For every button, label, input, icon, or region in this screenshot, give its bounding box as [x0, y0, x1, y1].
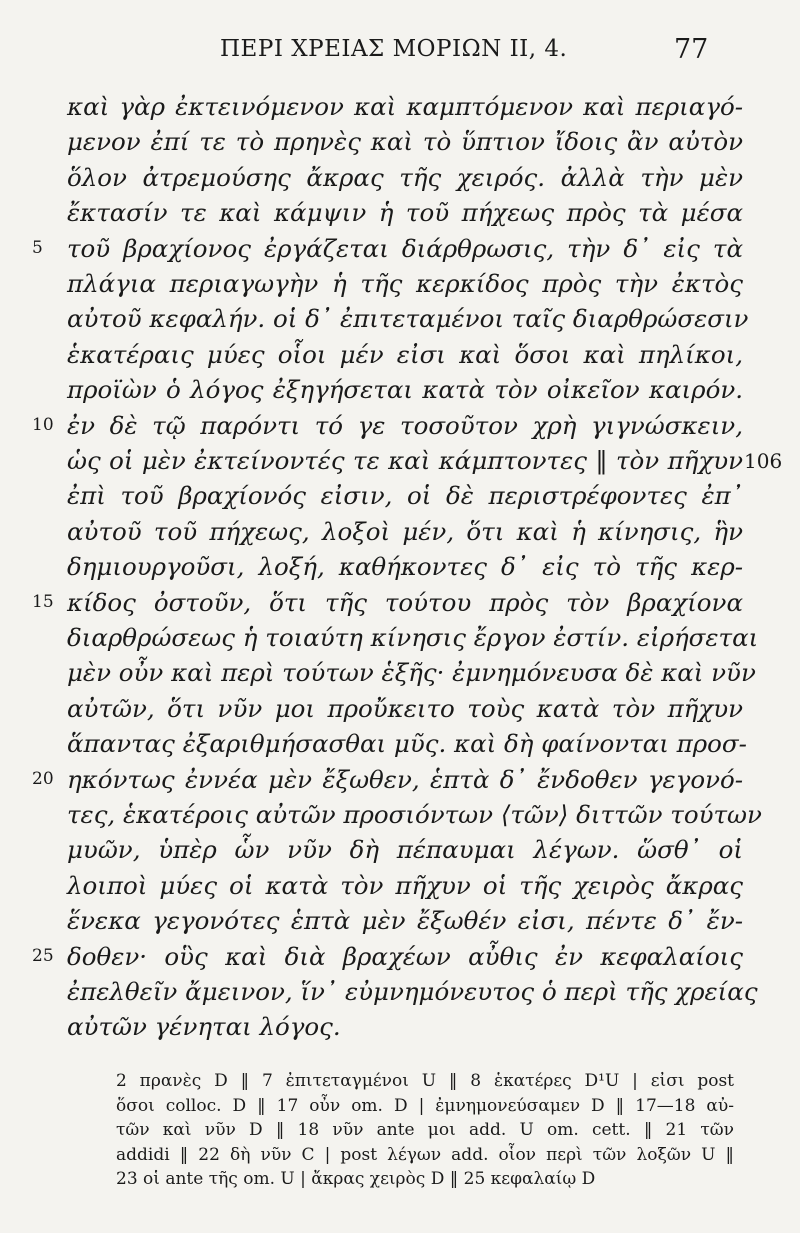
line-text: καὶ γὰρ ἐκτεινόμενον καὶ καμπτόμενον καὶ περιαγό- — [67, 92, 743, 121]
line-number: 10 — [32, 414, 54, 435]
line-text: τες, ἑκατέροις αὐτῶν προσιόντων ⟨τῶν⟩ διττῶν τούτων — [67, 800, 762, 829]
apparatus-line: τῶν καὶ νῦν D ‖ 18 νῦν ante μοι add. U om. cett. ‖ 21 τῶν — [116, 1120, 734, 1140]
running-title: ΠΕΡΙ ΧΡΕΙΑΣ ΜΟΡΙΩΝ II, 4. — [220, 36, 568, 62]
line-text: ἐν δὲ τῷ παρόντι τό γε τοσοῦτον χρὴ γιγνώσκειν, — [67, 410, 743, 440]
text-line — [0, 302, 800, 338]
line-text: ἅπαντας ἐξαριθμήσασθαι μῦς. καὶ δὴ φαίνονται προσ- — [67, 729, 747, 759]
line-text: ἔκτασίν τε καὶ κάμψιν ἡ τοῦ πήχεως πρὸς τὰ μέσα — [67, 198, 743, 228]
apparatus-line: ὅσοι colloc. D ‖ 17 οὖν om. D | ἐμνημονεύσαμεν D ‖ 17—18 αὐ- — [116, 1095, 734, 1116]
line-number: 25 — [32, 945, 54, 966]
text-line — [0, 621, 800, 657]
line-text: τοῦ βραχίονος ἐργάζεται διάρθρωσις, τὴν δ᾽ εἰς τὰ — [67, 233, 743, 263]
text-line — [0, 904, 800, 940]
line-text: διαρθρώσεως ἡ τοιαύτη κίνησις ἔργον ἐστίν. εἰρήσεται — [67, 623, 759, 652]
apparatus-line: addidi ‖ 22 δὴ νῦν C | post λέγων add. οἷον περὶ τῶν λοξῶν U ‖ — [116, 1144, 734, 1165]
text-line — [0, 833, 800, 869]
text-line — [0, 125, 800, 161]
text-line — [0, 232, 800, 268]
line-number: 5 — [32, 237, 43, 258]
text-line — [0, 267, 800, 303]
line-text: δοθεν· οὓς καὶ διὰ βραχέων αὖθις ἐν κεφαλαίοις — [67, 941, 743, 971]
text-line — [0, 1010, 800, 1046]
line-text: αὐτοῦ τοῦ πήχεως, λοξοὶ μέν, ὅτι καὶ ἡ κίνησις, ἣν — [67, 516, 743, 546]
text-line — [0, 409, 800, 445]
page-number: 77 — [674, 34, 709, 65]
line-text: ἐπελθεῖν ἄμεινον, ἵν᾽ εὐμνημόνευτος ὁ περὶ τῆς χρείας — [67, 977, 758, 1006]
line-text: αὐτῶν γένηται λόγος. — [67, 1012, 341, 1042]
text-line — [0, 196, 800, 232]
text-line — [0, 656, 800, 692]
text-line — [0, 763, 800, 799]
text-line — [0, 727, 800, 763]
line-text: μυῶν, ὑπὲρ ὧν νῦν δὴ πέπαυμαι λέγων. ὥσθ᾽ οἱ — [67, 835, 743, 865]
text-line — [0, 90, 800, 126]
margin-reference-number: 106 — [744, 449, 783, 473]
text-line — [0, 161, 800, 197]
text-line — [0, 373, 800, 409]
line-text: ἕνεκα γεγονότες ἑπτὰ μὲν ἔξωθέν εἰσι, πέντε δ᾽ ἔν- — [67, 906, 743, 936]
line-text: ὅλον ἀτρεμούσης ἄκρας τῆς χειρός. ἀλλὰ τὴν μὲν — [67, 162, 743, 192]
line-text: αὐτοῦ κεφαλήν. οἱ δ᾽ ἐπιτεταμένοι ταῖς διαρθρώσεσιν — [67, 304, 749, 334]
line-text: ἑκατέραις μύες οἷοι μέν εἰσι καὶ ὅσοι καὶ πηλίκοι, — [67, 339, 743, 369]
line-text: ἐπὶ τοῦ βραχίονός εἰσιν, οἱ δὲ περιστρέφοντες ἐπ᾽ — [67, 481, 743, 511]
text-line — [0, 940, 800, 976]
apparatus-line: 2 πρανὲς D ‖ 7 ἐπιτεταγμένοι U ‖ 8 ἑκατέρες D¹U | εἰσι post — [116, 1071, 734, 1091]
line-text: πλάγια περιαγωγὴν ἡ τῆς κερκίδος πρὸς τὴν ἐκτὸς — [67, 269, 743, 298]
line-number: 20 — [32, 768, 54, 789]
text-line — [0, 515, 800, 551]
line-number: 15 — [32, 591, 54, 612]
page-header — [0, 36, 800, 76]
line-text: ηκόντως ἐννέα μὲν ἔξωθεν, ἑπτὰ δ᾽ ἔνδοθεν γεγονό- — [67, 764, 743, 794]
line-text: ὡς οἱ μὲν ἐκτείνοντές τε καὶ κάμπτοντες ‖ τὸν πῆχυν — [67, 446, 743, 475]
line-text: δημιουργοῦσι, λοξή, καθήκοντες δ᾽ εἰς τὸ τῆς κερ- — [67, 552, 743, 582]
text-line — [0, 338, 800, 374]
line-text: μὲν οὖν καὶ περὶ τούτων ἑξῆς· ἐμνημόνευσα δὲ καὶ νῦν — [67, 658, 756, 688]
text-line — [0, 975, 800, 1011]
line-text: λοιποὶ μύες οἱ κατὰ τὸν πῆχυν οἱ τῆς χειρὸς ἄκρας — [67, 870, 743, 900]
apparatus-line: 23 οἱ ante τῆς om. U | ἄκρας χειρὸς D ‖ 25 κεφαλαίῳ D — [116, 1169, 596, 1189]
text-line — [0, 692, 800, 728]
text-line — [0, 798, 800, 834]
text-line — [0, 550, 800, 586]
text-line — [0, 444, 800, 480]
text-line — [0, 586, 800, 622]
line-text: μενον ἐπί τε τὸ πρηνὲς καὶ τὸ ὕπτιον ἴδοις ἂν αὐτὸν — [67, 127, 743, 157]
text-line — [0, 869, 800, 905]
line-text: αὐτῶν, ὅτι νῦν μοι προὔκειτο τοὺς κατὰ τὸν πῆχυν — [67, 693, 743, 723]
line-text: προϊὼν ὁ λόγος ἐξηγήσεται κατὰ τὸν οἰκεῖον καιρόν. — [67, 375, 743, 405]
line-text: κίδος ὀστοῦν, ὅτι τῆς τούτου πρὸς τὸν βραχίονα — [67, 587, 743, 617]
text-line — [0, 479, 800, 515]
